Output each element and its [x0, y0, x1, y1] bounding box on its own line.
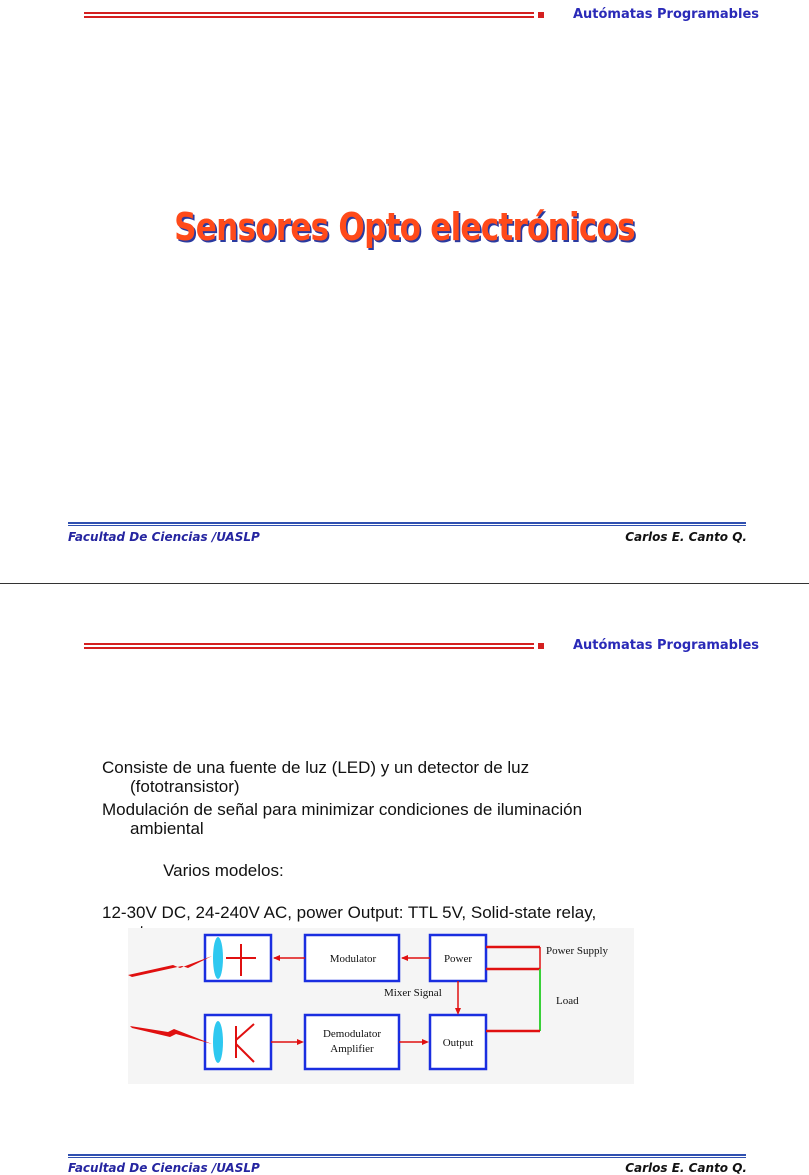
- bullet-item: 12-30V DC, 24-240V AC, power Output: TTL 5V, Solid-state relay,: [102, 903, 597, 922]
- footer-rule: [68, 1154, 746, 1159]
- bullet-list: [102, 758, 742, 945]
- output-label: Output: [442, 1037, 474, 1049]
- slide-title: Sensores Opto electrónicos: [174, 205, 635, 249]
- header-square: [538, 12, 544, 18]
- slide-1: [0, 0, 809, 584]
- slide-2: [0, 584, 809, 1175]
- bullet-item: Varios modelos:: [158, 861, 284, 880]
- bullet-item: Consiste de una fuente de luz (LED) y un detector de luz (fototransistor): [102, 758, 530, 796]
- header-square: [538, 643, 544, 649]
- power-label: Power: [443, 953, 473, 965]
- demodulator-box: [305, 1015, 399, 1069]
- footer-left: Facultad De Ciencias /UASLP: [68, 530, 260, 544]
- header-title: Autómatas Programables: [572, 7, 759, 22]
- header-title: Autómatas Programables: [572, 638, 759, 653]
- header-rule: [84, 643, 534, 649]
- emitter-lens: [213, 937, 223, 979]
- footer-rule: [68, 522, 746, 527]
- header-rule: [84, 12, 534, 18]
- bullet-item: Modulación de señal para minimizar condiciones de iluminación ambiental: [102, 800, 583, 838]
- demodulator-label: Demodulator: [322, 1028, 382, 1040]
- mixer-signal-label: Mixer Signal: [384, 987, 442, 999]
- footer-right: Carlos E. Canto Q.: [625, 1161, 747, 1175]
- footer-left: Facultad De Ciencias /UASLP: [68, 1161, 260, 1175]
- amplifier-label: Amplifier: [330, 1043, 374, 1055]
- footer-right: Carlos E. Canto Q.: [625, 530, 747, 544]
- modulator-label: Modulator: [329, 953, 377, 965]
- power-supply-label: Power Supply: [546, 945, 609, 957]
- sensor-block-diagram: [128, 928, 634, 1084]
- load-label: Load: [556, 995, 579, 1007]
- receiver-lens: [213, 1021, 223, 1063]
